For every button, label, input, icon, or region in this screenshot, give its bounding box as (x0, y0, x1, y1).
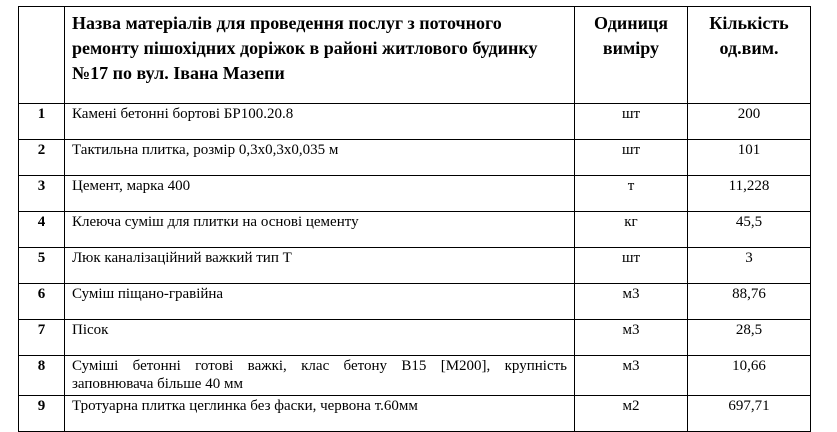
header-number-cell (19, 7, 65, 104)
table-row (19, 284, 811, 320)
quantity-cell: 10,66 (688, 356, 811, 396)
row-number: 1 (19, 104, 65, 140)
table-row (19, 320, 811, 356)
table-body (19, 104, 811, 432)
quantity-cell: 101 (688, 140, 811, 176)
unit-cell: м2 (575, 396, 688, 432)
material-name: Суміші бетонні готові важкі, клас бетону В15 [М200], крупність заповнювача більше 40 мм (65, 356, 575, 396)
row-number: 6 (19, 284, 65, 320)
row-number: 9 (19, 396, 65, 432)
material-name: Люк каналізаційний важкий тип Т (65, 248, 575, 284)
table-row (19, 140, 811, 176)
row-number: 3 (19, 176, 65, 212)
header-row (19, 7, 811, 104)
unit-cell: м3 (575, 320, 688, 356)
material-name: Тактильна плитка, розмір 0,3х0,3х0,035 м (65, 140, 575, 176)
material-name: Клеюча суміш для плитки на основі цементу (65, 212, 575, 248)
materials-table (18, 6, 811, 432)
unit-cell: м3 (575, 356, 688, 396)
header-unit: Одиниця виміру (575, 7, 688, 104)
table-row (19, 104, 811, 140)
table-row (19, 356, 811, 396)
header-quantity: Кількість од.вим. (688, 7, 811, 104)
unit-cell: шт (575, 140, 688, 176)
row-number: 7 (19, 320, 65, 356)
quantity-cell: 45,5 (688, 212, 811, 248)
material-name: Пісок (65, 320, 575, 356)
unit-cell: шт (575, 104, 688, 140)
quantity-cell: 200 (688, 104, 811, 140)
materials-table-wrapper (18, 6, 811, 432)
material-name: Цемент, марка 400 (65, 176, 575, 212)
row-number: 4 (19, 212, 65, 248)
table-row (19, 248, 811, 284)
quantity-cell: 11,228 (688, 176, 811, 212)
table-row (19, 396, 811, 432)
unit-cell: кг (575, 212, 688, 248)
quantity-cell: 697,71 (688, 396, 811, 432)
quantity-cell: 3 (688, 248, 811, 284)
table-row (19, 176, 811, 212)
material-name: Суміш піщано-гравійна (65, 284, 575, 320)
unit-cell: т (575, 176, 688, 212)
table-row (19, 212, 811, 248)
quantity-cell: 88,76 (688, 284, 811, 320)
quantity-cell: 28,5 (688, 320, 811, 356)
row-number: 8 (19, 356, 65, 396)
material-name: Камені бетонні бортові БР100.20.8 (65, 104, 575, 140)
header-material-name: Назва матеріалів для проведення послуг з поточного ремонту пішохідних доріжок в районі житлового будинку №17 по вул. Івана Мазепи (65, 7, 575, 104)
material-name: Тротуарна плитка цеглинка без фаски, червона т.60мм (65, 396, 575, 432)
row-number: 2 (19, 140, 65, 176)
unit-cell: м3 (575, 284, 688, 320)
row-number: 5 (19, 248, 65, 284)
table-header (19, 7, 811, 104)
unit-cell: шт (575, 248, 688, 284)
